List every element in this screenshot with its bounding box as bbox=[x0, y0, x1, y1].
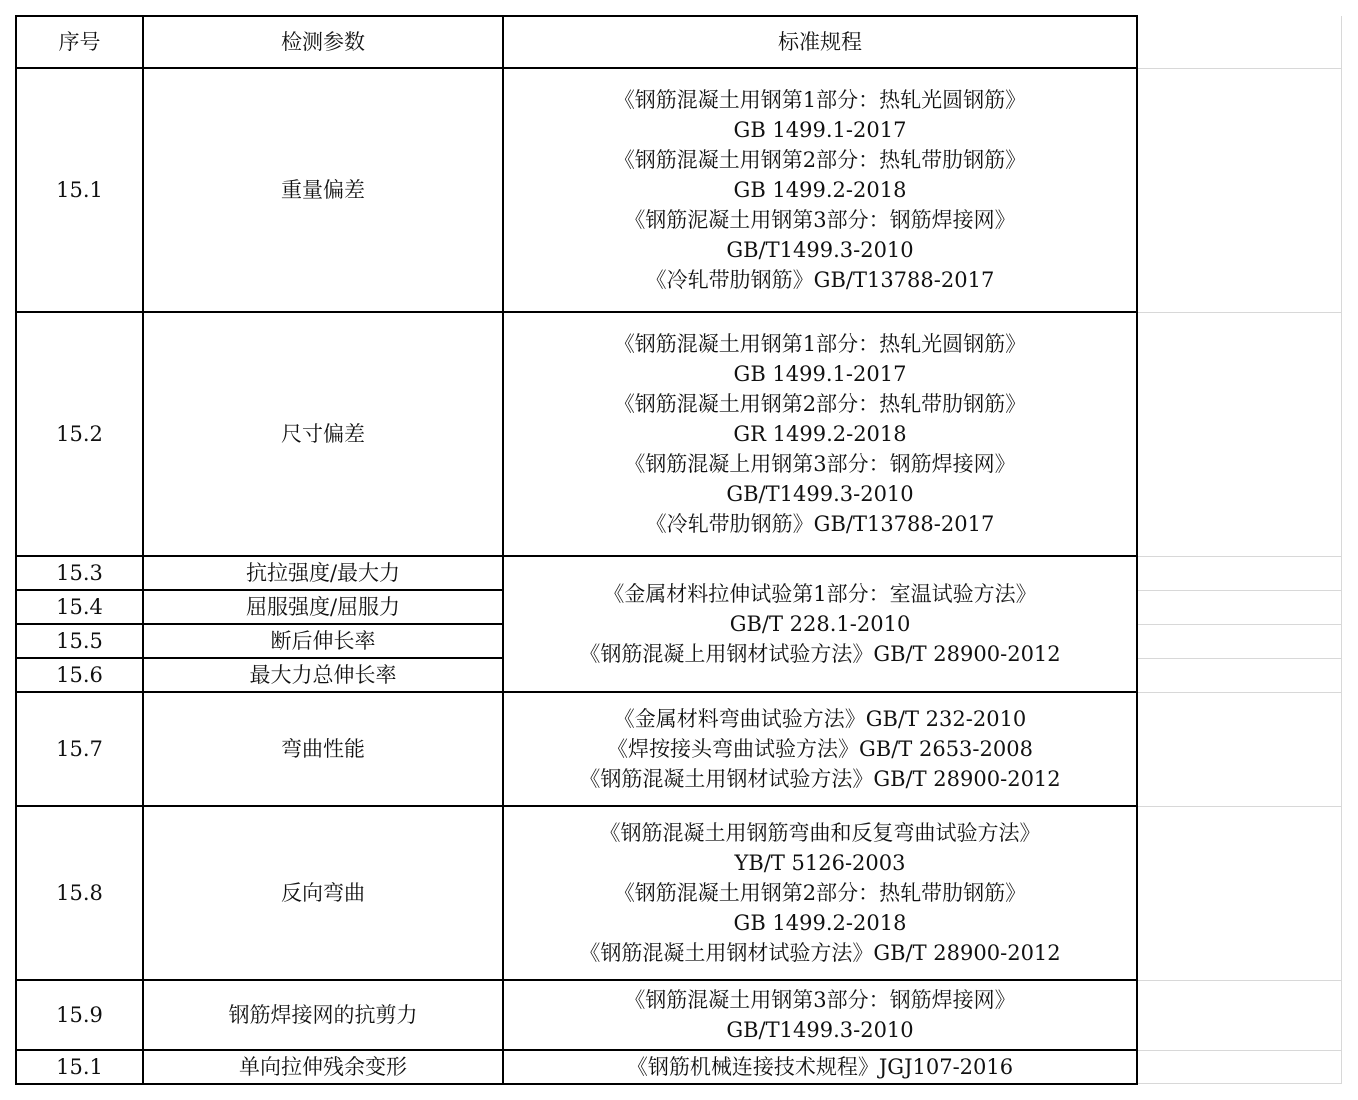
table-row bbox=[16, 806, 1137, 980]
standard-line: 《钢筋混凝土用钢第1部分：热轧光圆钢筋》 bbox=[613, 332, 1027, 356]
row-index: 15.5 bbox=[16, 624, 143, 658]
standard-line: 《钢筋混凝土用钢第1部分：热轧光圆钢筋》 bbox=[613, 88, 1027, 112]
inspection-standards-table bbox=[15, 15, 1138, 1085]
row-parameter: 断后伸长率 bbox=[143, 624, 503, 658]
row-index: 15.9 bbox=[16, 980, 143, 1050]
row-standards bbox=[503, 806, 1137, 980]
standard-line: GB/T1499.3-2010 bbox=[726, 482, 914, 506]
table-row bbox=[16, 556, 1137, 590]
standard-line: GB 1499.1-2017 bbox=[733, 362, 907, 386]
row-standards bbox=[503, 980, 1137, 1050]
header-index: 序号 bbox=[16, 16, 143, 68]
row-parameter: 屈服强度/屈服力 bbox=[143, 590, 503, 624]
standard-line: GB/T1499.3-2010 bbox=[726, 238, 914, 262]
row-index: 15.3 bbox=[16, 556, 143, 590]
header-row bbox=[16, 16, 1137, 68]
standard-line: 《钢筋混凝土用钢第2部分：热轧带肋钢筋》 bbox=[613, 392, 1027, 416]
standard-line: 《金属材料拉伸试验第1部分：室温试验方法》 bbox=[603, 582, 1037, 606]
table-row bbox=[16, 68, 1137, 312]
row-index: 15.1 bbox=[16, 68, 143, 312]
standard-line: 《焊按接头弯曲试验方法》GB/T 2653-2008 bbox=[607, 737, 1033, 761]
standard-line: GB 1499.1-2017 bbox=[733, 118, 907, 142]
standard-line: 《冷轧带肋钢筋》GB/T13788-2017 bbox=[645, 512, 995, 536]
row-index: 15.7 bbox=[16, 692, 143, 806]
standard-line: GB 1499.2-2018 bbox=[733, 178, 907, 202]
row-parameter: 弯曲性能 bbox=[143, 692, 503, 806]
row-index: 15.6 bbox=[16, 658, 143, 692]
row-parameter: 钢筋焊接网的抗剪力 bbox=[143, 980, 503, 1050]
row-standards bbox=[503, 68, 1137, 312]
standard-line: 《钢筋混凝土用钢第2部分：热轧带肋钢筋》 bbox=[613, 148, 1027, 172]
standard-line: 《钢筋混凝上用钢材试验方法》GB/T 28900-2012 bbox=[579, 642, 1061, 666]
row-parameter: 重量偏差 bbox=[143, 68, 503, 312]
table-row bbox=[16, 980, 1137, 1050]
row-standards bbox=[503, 1050, 1137, 1084]
standard-line: 《钢筋混凝土用钢筋弯曲和反复弯曲试验方法》 bbox=[599, 821, 1041, 845]
table-row bbox=[16, 312, 1137, 556]
row-parameter: 最大力总伸长率 bbox=[143, 658, 503, 692]
standard-line: GB/T1499.3-2010 bbox=[726, 1018, 914, 1042]
row-standards-merged bbox=[503, 556, 1137, 692]
row-index: 15.1 bbox=[16, 1050, 143, 1084]
row-parameter: 反向弯曲 bbox=[143, 806, 503, 980]
standard-line: 《钢筋混凝土用钢第3部分：钢筋焊接网》 bbox=[624, 988, 1016, 1012]
row-parameter: 抗拉强度/最大力 bbox=[143, 556, 503, 590]
table-row bbox=[16, 1050, 1137, 1084]
row-standards bbox=[503, 692, 1137, 806]
row-index: 15.4 bbox=[16, 590, 143, 624]
row-index: 15.2 bbox=[16, 312, 143, 556]
row-parameter: 单向拉伸残余变形 bbox=[143, 1050, 503, 1084]
standard-line: 《钢筋混凝土用钢材试验方法》GB/T 28900-2012 bbox=[579, 941, 1061, 965]
standard-line: 《钢筋混凝土用钢第2部分：热轧带肋钢筋》 bbox=[613, 881, 1027, 905]
standard-line: YB/T 5126-2003 bbox=[734, 851, 906, 875]
spreadsheet-gridlines bbox=[1137, 16, 1342, 1084]
standard-line: 《钢筋泥凝土用钢第3部分：钢筋焊接网》 bbox=[624, 208, 1016, 232]
standard-line: GB 1499.2-2018 bbox=[733, 911, 907, 935]
standard-line: 《钢筋机械连接技术规程》JGJ107-2016 bbox=[626, 1055, 1014, 1079]
standard-line: 《钢筋混凝土用钢材试验方法》GB/T 28900-2012 bbox=[579, 767, 1061, 791]
row-standards bbox=[503, 312, 1137, 556]
header-parameter: 检测参数 bbox=[143, 16, 503, 68]
standard-line: 《冷轧带肋钢筋》GB/T13788-2017 bbox=[645, 268, 995, 292]
standard-line: 《金属材料弯曲试验方法》GB/T 232-2010 bbox=[613, 707, 1027, 731]
standard-line: 《钢筋混凝上用钢第3部分：钢筋焊接网》 bbox=[624, 452, 1016, 476]
table-row bbox=[16, 692, 1137, 806]
row-index: 15.8 bbox=[16, 806, 143, 980]
standard-line: GR 1499.2-2018 bbox=[733, 422, 907, 446]
standard-line: GB/T 228.1-2010 bbox=[729, 612, 911, 636]
row-parameter: 尺寸偏差 bbox=[143, 312, 503, 556]
header-standard: 标准规程 bbox=[503, 16, 1137, 68]
